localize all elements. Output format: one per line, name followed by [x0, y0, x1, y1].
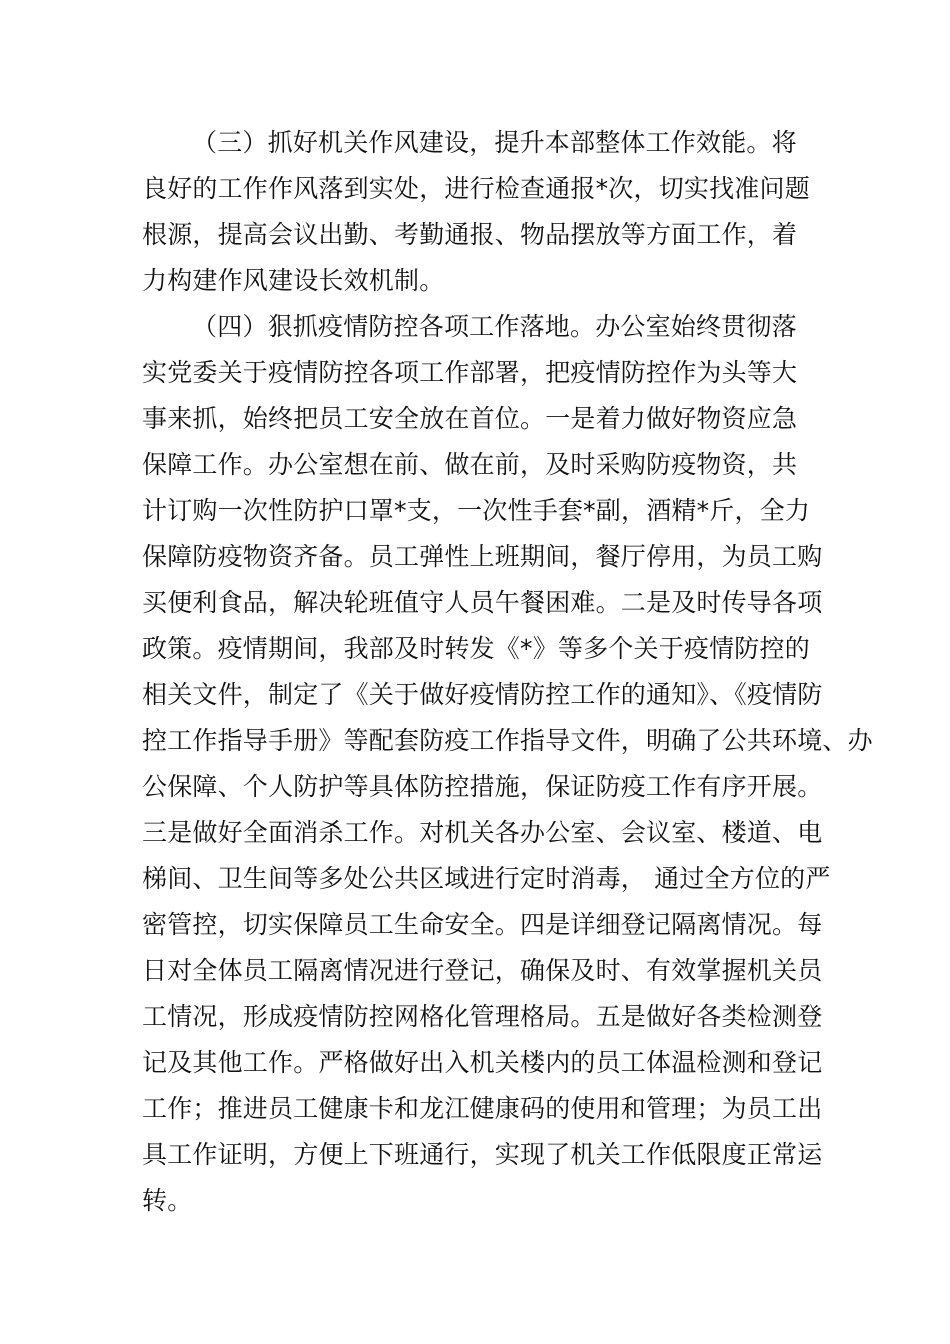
paragraph-epidemic-control [142, 304, 873, 1224]
text-line: 日对全体员工隔离情况进行登记，确保及时、有效掌握机关员 [142, 956, 823, 985]
text-line: 政策。疫情期间，我部及时转发《*》等多个关于疫情防控的 [142, 634, 810, 663]
text-line: 保障工作。办公室想在前、做在前，及时采购防疫物资，共 [142, 450, 798, 479]
text-line: （四）狠抓疫情防控各项工作落地。办公室始终贯彻落 [192, 312, 797, 341]
text-line: 实党委关于疫情防控各项工作部署，把疫情防控作为头等大 [142, 358, 798, 387]
text-line: （三）抓好机关作风建设，提升本部整体工作效能。将 [192, 128, 797, 157]
text-line: 买便利食品，解决轮班值守人员午餐困难。二是及时传导各项 [142, 588, 823, 617]
document-body [142, 120, 873, 1224]
text-line: 相关文件，制定了《关于做好疫情防控工作的通知》、《疫情防 [142, 680, 823, 709]
paragraph-work-style [142, 120, 812, 304]
text-line: 梯间、卫生间等多处公共区域进行定时消毒， 通过全方位的严 [142, 864, 831, 893]
text-line: 根源，提高会议出勤、考勤通报、物品摆放等方面工作，着 [142, 220, 798, 249]
text-line: 转。 [142, 1186, 193, 1215]
text-line: 工作；推进员工健康卡和龙江健康码的使用和管理；为员工出 [142, 1094, 823, 1123]
text-line: 记及其他工作。严格做好出入机关楼内的员工体温检测和登记 [142, 1048, 823, 1077]
text-line: 保障防疫物资齐备。员工弹性上班期间，餐厅停用，为员工购 [142, 542, 823, 571]
text-line: 力构建作风建设长效机制。 [142, 266, 445, 295]
text-line: 具工作证明，方便上下班通行，实现了机关工作低限度正常运 [142, 1140, 823, 1169]
text-line: 公保障、个人防护等具体防控措施，保证防疫工作有序开展。 [142, 772, 823, 801]
text-line: 三是做好全面消杀工作。对机关各办公室、会议室、楼道、电 [142, 818, 823, 847]
text-line: 良好的工作作风落到实处，进行检查通报*次，切实找准问题 [142, 174, 810, 203]
text-line: 密管控，切实保障员工生命安全。四是详细登记隔离情况。每 [142, 910, 823, 939]
text-line: 工情况，形成疫情防控网格化管理格局。五是做好各类检测登 [142, 1002, 823, 1031]
text-line: 事来抓，始终把员工安全放在首位。一是着力做好物资应急 [142, 404, 798, 433]
text-line: 控工作指导手册》等配套防疫工作指导文件，明确了公共环境、办 [142, 726, 873, 755]
text-line: 计订购一次性防护口罩*支，一次性手套*副，酒精*斤，全力 [142, 496, 811, 525]
